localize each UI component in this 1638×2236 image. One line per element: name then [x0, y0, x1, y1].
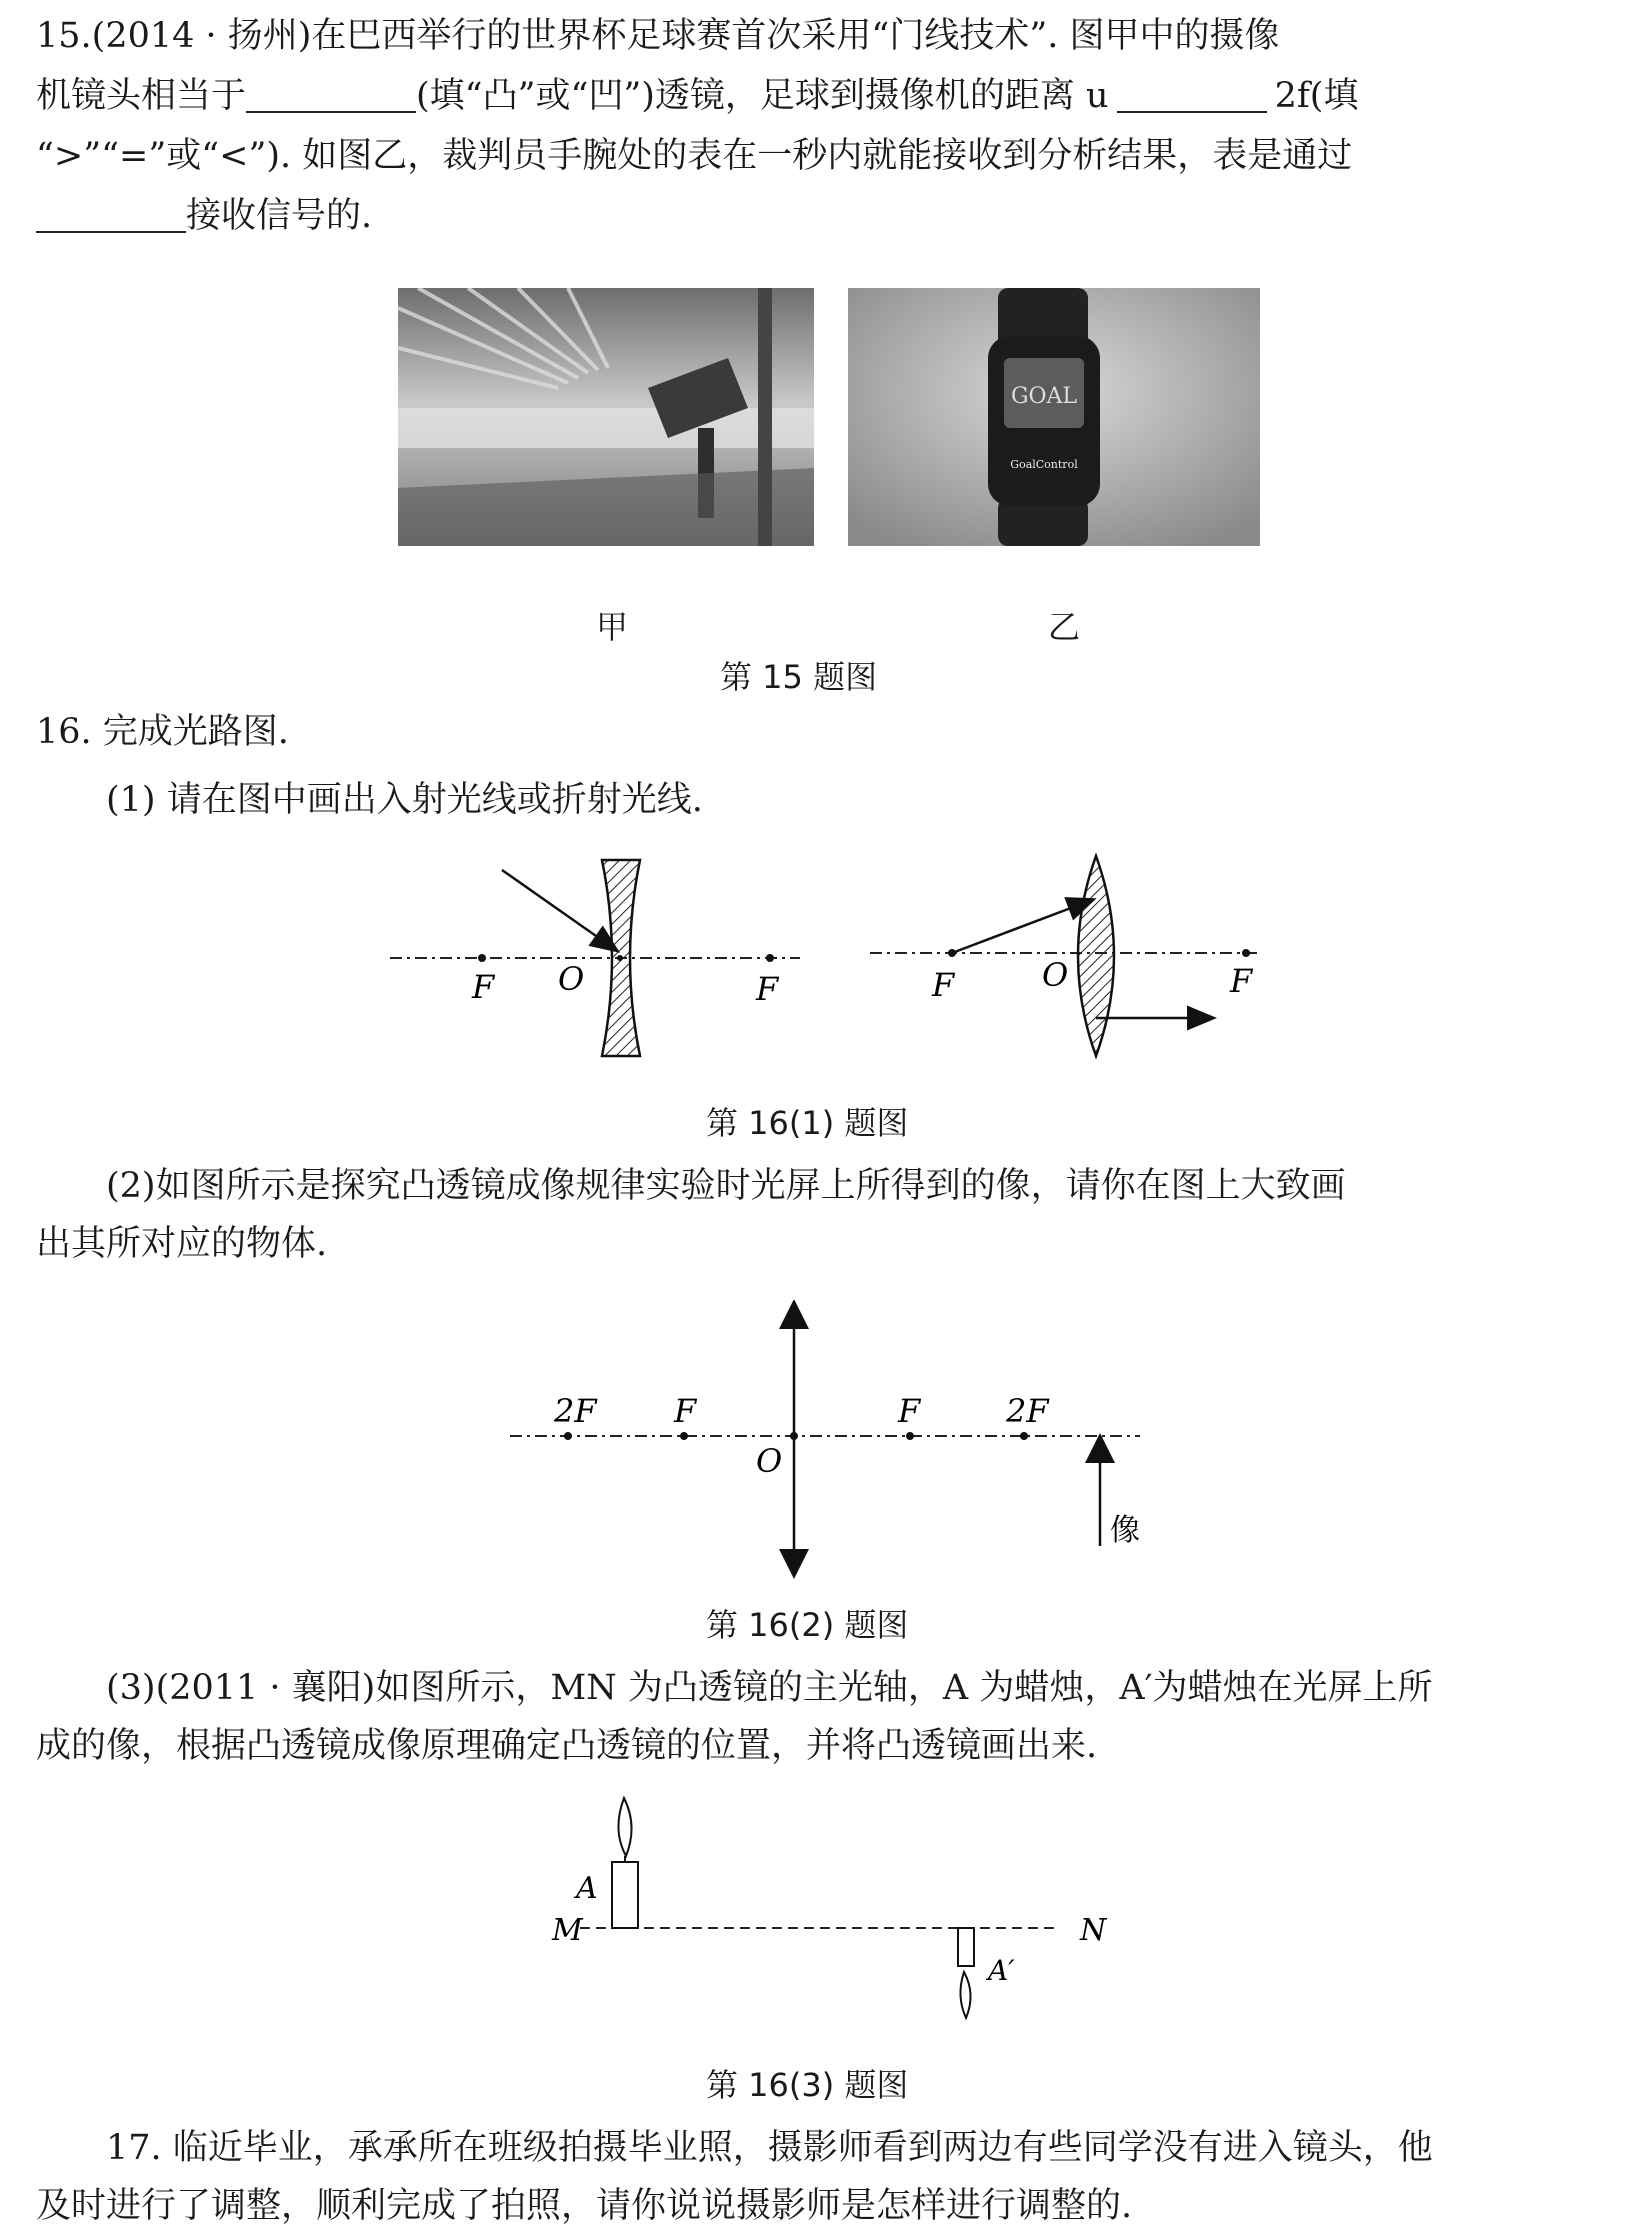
point-F-left [680, 1432, 688, 1440]
convex-lens [1078, 856, 1114, 1056]
figure-16-2 [500, 1300, 1160, 1580]
answer-blank-signal [36, 199, 186, 233]
incident-ray-concave [502, 870, 616, 950]
label-yi: 乙 [1048, 608, 1081, 646]
optical-center [790, 1432, 798, 1440]
optical-center-left [617, 955, 623, 961]
q15-line-4-text: 接收信号的. [186, 196, 373, 236]
label-F-1: F [472, 968, 495, 1006]
q15-line-4 [36, 194, 1610, 238]
label-2F-right: 2F [1006, 1392, 1049, 1430]
label-O-1: O [558, 960, 585, 998]
answer-blank-lens-type [246, 79, 416, 113]
q16-2-caption: 第 16(2) 题图 [706, 1606, 909, 1644]
q15-line-2-part-b: (填“凸”或“凹”)透镜，足球到摄像机的距离 u [416, 76, 1109, 116]
label-2F-left: 2F [554, 1392, 597, 1430]
label-N: N [1080, 1913, 1107, 1948]
label-A-prime: A′ [988, 1954, 1015, 1987]
q15-line-2-part-a: 机镜头相当于 [36, 76, 247, 116]
q16-part3-line-2: 成的像，根据凸透镜成像原理确定凸透镜的位置，并将凸透镜画出来. [36, 1726, 1098, 1766]
figure-16-3 [540, 1790, 1140, 2050]
q15-line-1: 15.(2014 · 扬州)在巴西举行的世界杯足球赛首次采用“门线技术”. 图甲中的摄像 [36, 16, 1280, 56]
label-O-2: O [1042, 956, 1069, 994]
q17-line-2: 及时进行了调整，顺利完成了拍照，请你说说摄影师是怎样进行调整的. [36, 2186, 1133, 2226]
photo-camera-goalline [398, 288, 814, 546]
label-O: O [756, 1442, 783, 1480]
label-F-4: F [1230, 962, 1253, 1000]
q15-figure-caption: 第 15 题图 [720, 658, 878, 696]
q16-part1-prompt: (1) 请在图中画出入射光线或折射光线. [106, 780, 703, 820]
label-jia: 甲 [596, 608, 629, 646]
q15-line-2 [36, 74, 1610, 118]
q16-part2-line-1: (2)如图所示是探究凸透镜成像规律实验时光屏上所得到的像，请你在图上大致画 [106, 1166, 1346, 1206]
point-F-right [906, 1432, 914, 1440]
watch-photo-illustration [848, 288, 1260, 546]
candle-A [612, 1798, 638, 1928]
q16-3-caption: 第 16(3) 题图 [706, 2066, 909, 2104]
label-F-3: F [932, 966, 955, 1004]
point-2F-left [564, 1432, 572, 1440]
photo-referee-watch [848, 288, 1260, 546]
answer-blank-distance [1117, 79, 1267, 113]
q16-1-caption: 第 16(1) 题图 [706, 1104, 909, 1142]
figure-16-1 [380, 850, 1280, 1070]
point-2F-right [1020, 1432, 1028, 1440]
q17-line-1: 17. 临近毕业，承承所在班级拍摄毕业照，摄影师看到两边有些同学没有进入镜头，他 [106, 2128, 1433, 2168]
candle-image-A-prime [958, 1928, 974, 2018]
focus-point-right-2 [1242, 949, 1250, 957]
focus-point-left-2 [766, 954, 774, 962]
q16-part3-line-1: (3)(2011 · 襄阳)如图所示，MN 为凸透镜的主光轴，A 为蜡烛，A′为蜡烛在光屏上所 [106, 1668, 1433, 1708]
watch-brand-text: GoalControl [1010, 458, 1078, 471]
label-F-left: F [674, 1392, 697, 1430]
focus-point-left-1 [478, 954, 486, 962]
label-M: M [552, 1913, 583, 1948]
label-A: A [576, 1871, 598, 1906]
focus-point-right-1 [948, 949, 956, 957]
watch-display-text: GOAL [1010, 384, 1078, 409]
q15-line-2-part-c: 2f(填 [1274, 76, 1359, 116]
label-F-right: F [898, 1392, 921, 1430]
camera-photo-illustration [398, 288, 814, 546]
q15-line-3: “>”“=”或“<”). 如图乙，裁判员手腕处的表在一秒内就能接收到分析结果，表是通过 [36, 136, 1353, 176]
q16-part2-line-2: 出其所对应的物体. [36, 1224, 328, 1264]
incident-ray-convex [952, 900, 1092, 953]
label-image: 像 [1110, 1513, 1140, 1548]
label-F-2: F [756, 970, 779, 1008]
q16-title: 16. 完成光路图. [36, 712, 289, 752]
